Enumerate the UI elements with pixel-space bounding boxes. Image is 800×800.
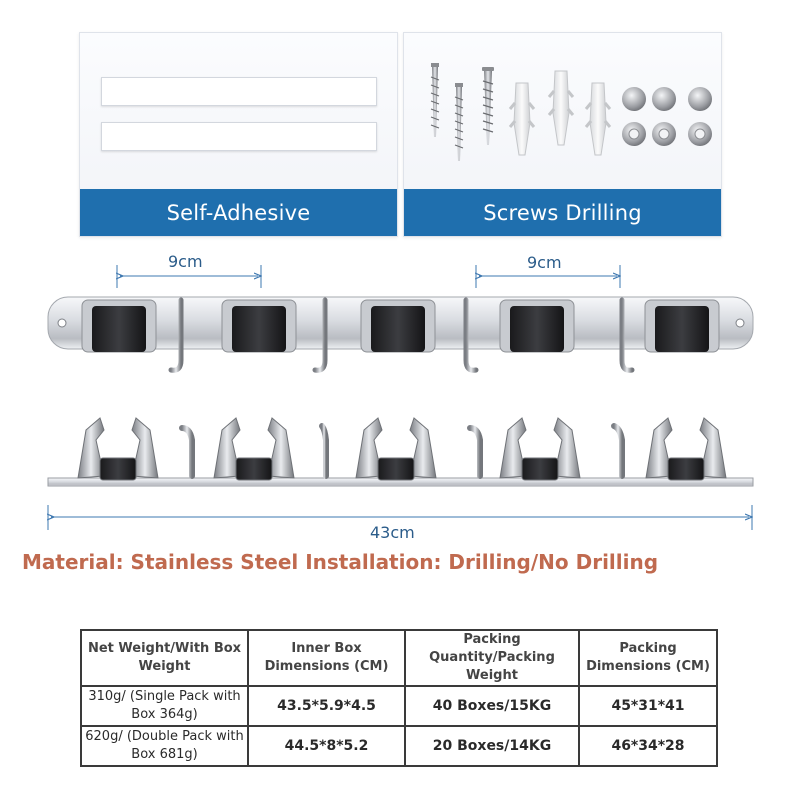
table-row <box>81 686 717 726</box>
mop-gripper-front <box>500 300 574 352</box>
spacing-dimension-left <box>117 265 261 288</box>
cell-inner-box-dimensions: 44.5*8*5.2 <box>248 726 405 766</box>
mop-gripper-top <box>500 418 580 480</box>
spacing-dimension-right <box>476 265 620 288</box>
mop-gripper-front <box>222 300 296 352</box>
cell-net-weight: 310g/ (Single Pack with Box 364g) <box>81 686 248 726</box>
mop-gripper-front <box>82 300 156 352</box>
table-row <box>81 726 717 766</box>
header-packing-quantity: Packing Quantity/Packing Weight <box>405 630 579 686</box>
cell-packing-quantity: 40 Boxes/15KG <box>405 686 579 726</box>
table-header-row <box>81 630 717 686</box>
cell-packing-quantity: 20 Boxes/14KG <box>405 726 579 766</box>
mop-gripper-top <box>214 418 294 480</box>
cell-net-weight: 620g/ (Double Pack with Box 681g) <box>81 726 248 766</box>
screws-drilling-label: Screws Drilling <box>404 189 721 236</box>
material-installation-text: Material: Stainless Steel Installation: Drilling/No Drilling <box>22 550 659 574</box>
total-length-dimension <box>48 505 752 530</box>
header-inner-box-dimensions: Inner Box Dimensions (CM) <box>248 630 405 686</box>
cell-inner-box-dimensions: 43.5*5.9*4.5 <box>248 686 405 726</box>
self-adhesive-label: Self-Adhesive <box>80 189 397 236</box>
header-packing-dimensions: Packing Dimensions (CM) <box>579 630 717 686</box>
header-net-weight: Net Weight/With Box Weight <box>81 630 248 686</box>
mop-gripper-front <box>361 300 435 352</box>
specification-table <box>80 629 718 767</box>
cell-packing-dimensions: 46*34*28 <box>579 726 717 766</box>
spacing-label-right: 9cm <box>527 253 562 272</box>
cell-packing-dimensions: 45*31*41 <box>579 686 717 726</box>
mop-gripper-top <box>356 418 436 480</box>
mop-gripper-top <box>78 418 158 480</box>
mop-gripper-top <box>646 418 726 480</box>
total-length-label: 43cm <box>370 523 415 542</box>
mop-gripper-front <box>645 300 719 352</box>
spacing-label-left: 9cm <box>168 252 203 271</box>
